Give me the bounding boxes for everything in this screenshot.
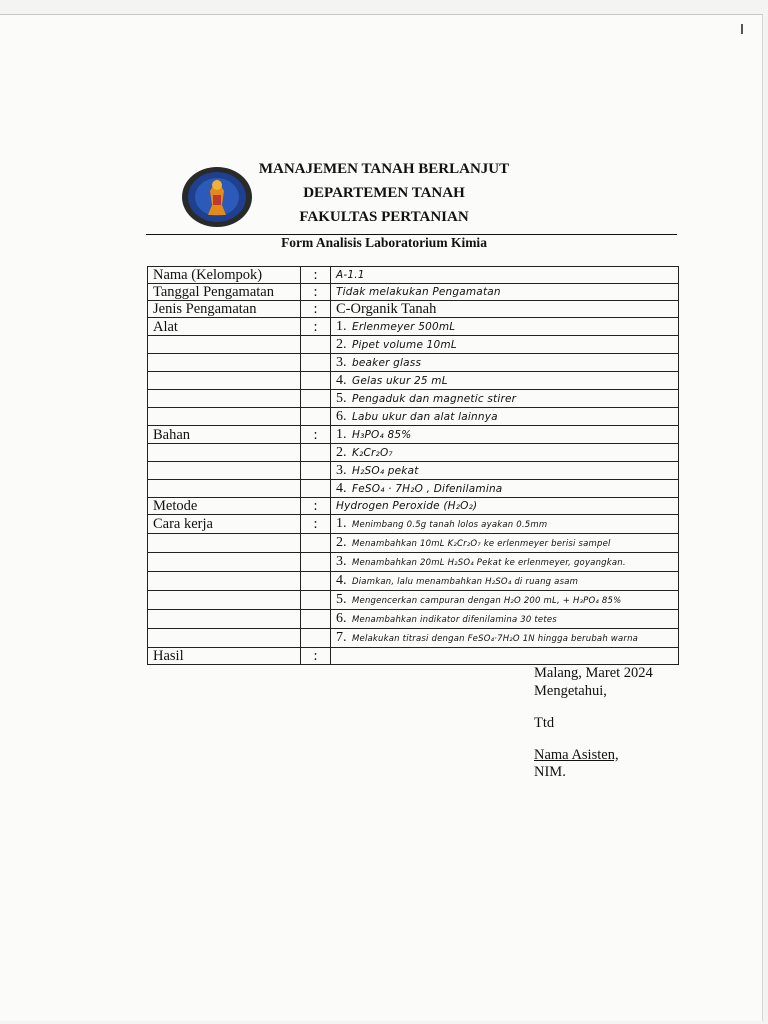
row-alat-3 [148,354,679,372]
separator: : [301,267,331,284]
row-alat-6 [148,408,679,426]
place-date: Malang, Maret 2024 [534,665,653,681]
cara-step[interactable]: 5. Mengencerkan campuran dengan H₂O 200 mL, + H₃PO₄ 85% [331,591,679,610]
cara-step[interactable]: 3. Menambahkan 20mL H₂SO₄ Pekat ke erlenmeyer, goyangkan. [331,553,679,572]
metode-label: Metode [148,498,301,515]
bahan-item[interactable]: 4. FeSO₄ · 7H₂O , Difenilamina [331,480,679,498]
assistant-name: Nama Asisten, [534,747,619,763]
separator: : [301,498,331,515]
form-title: Form Analisis Laboratorium Kimia [281,235,487,250]
row-nama [148,267,679,284]
row-cara-2 [148,534,679,553]
row-jenis [148,301,679,318]
bahan-label: Bahan [148,426,301,444]
row-cara-3 [148,553,679,572]
assistant-nim: NIM. [534,764,566,780]
hasil-label: Hasil [148,648,301,665]
row-cara-4 [148,572,679,591]
row-bahan-2 [148,444,679,462]
nama-label: Nama (Kelompok) [148,267,301,284]
row-alat-5 [148,390,679,408]
header-line-1: MANAJEMEN TANAH BERLANJUT [258,161,510,177]
row-metode [148,498,679,515]
hasil-value[interactable] [331,648,679,665]
separator: : [301,284,331,301]
row-hasil [148,648,679,665]
alat-item[interactable]: 5. Pengaduk dan magnetic stirer [331,390,679,408]
jenis-label: Jenis Pengamatan [148,301,301,318]
row-bahan-4 [148,480,679,498]
jenis-value[interactable]: C-Organik Tanah [331,301,679,318]
row-bahan-1 [148,426,679,444]
bahan-item[interactable]: 3. H₂SO₄ pekat [331,462,679,480]
cara-step[interactable]: 7. Melakukan titrasi dengan FeSO₄·7H₂O 1N hingga berubah warna [331,629,679,648]
metode-value[interactable]: Hydrogen Peroxide (H₂O₂) [331,498,679,515]
cara-step[interactable]: 2. Menambahkan 10mL K₂Cr₂O₇ ke erlenmeyer berisi sampel [331,534,679,553]
row-cara-5 [148,591,679,610]
row-cara-7 [148,629,679,648]
header-line-2: DEPARTEMEN TANAH [303,185,465,201]
cara-step[interactable]: 4. Diamkan, lalu menambahkan H₂SO₄ di ruang asam [331,572,679,591]
alat-item[interactable]: 1. Erlenmeyer 500mL [331,318,679,336]
alat-item[interactable]: 2. Pipet volume 10mL [331,336,679,354]
separator: : [301,301,331,318]
row-cara-6 [148,610,679,629]
scan-mark [741,24,743,34]
mengetahui-label: Mengetahui, [534,683,607,699]
tanggal-value[interactable]: Tidak melakukan Pengamatan [331,284,679,301]
row-alat-4 [148,372,679,390]
nama-value[interactable]: A-1.1 [331,267,679,284]
alat-item[interactable]: 4. Gelas ukur 25 mL [331,372,679,390]
alat-item[interactable]: 6. Labu ukur dan alat lainnya [331,408,679,426]
bahan-item[interactable]: 1. H₃PO₄ 85% [331,426,679,444]
separator: : [301,515,331,534]
separator: : [301,318,331,336]
separator: : [301,648,331,665]
cara-step[interactable]: 6. Menambahkan indikator difenilamina 30 tetes [331,610,679,629]
row-cara-1 [148,515,679,534]
row-alat-1 [148,318,679,336]
row-alat-2 [148,336,679,354]
cara-label: Cara kerja [148,515,301,534]
ttd-label: Ttd [534,715,555,731]
row-tanggal [148,284,679,301]
alat-label: Alat [148,318,301,336]
bahan-item[interactable]: 2. K₂Cr₂O₇ [331,444,679,462]
row-bahan-3 [148,462,679,480]
analysis-form-table [147,266,679,665]
header-line-3: FAKULTAS PERTANIAN [299,209,469,225]
tanggal-label: Tanggal Pengamatan [148,284,301,301]
separator: : [301,426,331,444]
alat-item[interactable]: 3. beaker glass [331,354,679,372]
cara-step[interactable]: 1. Menimbang 0.5g tanah lolos ayakan 0.5mm [331,515,679,534]
